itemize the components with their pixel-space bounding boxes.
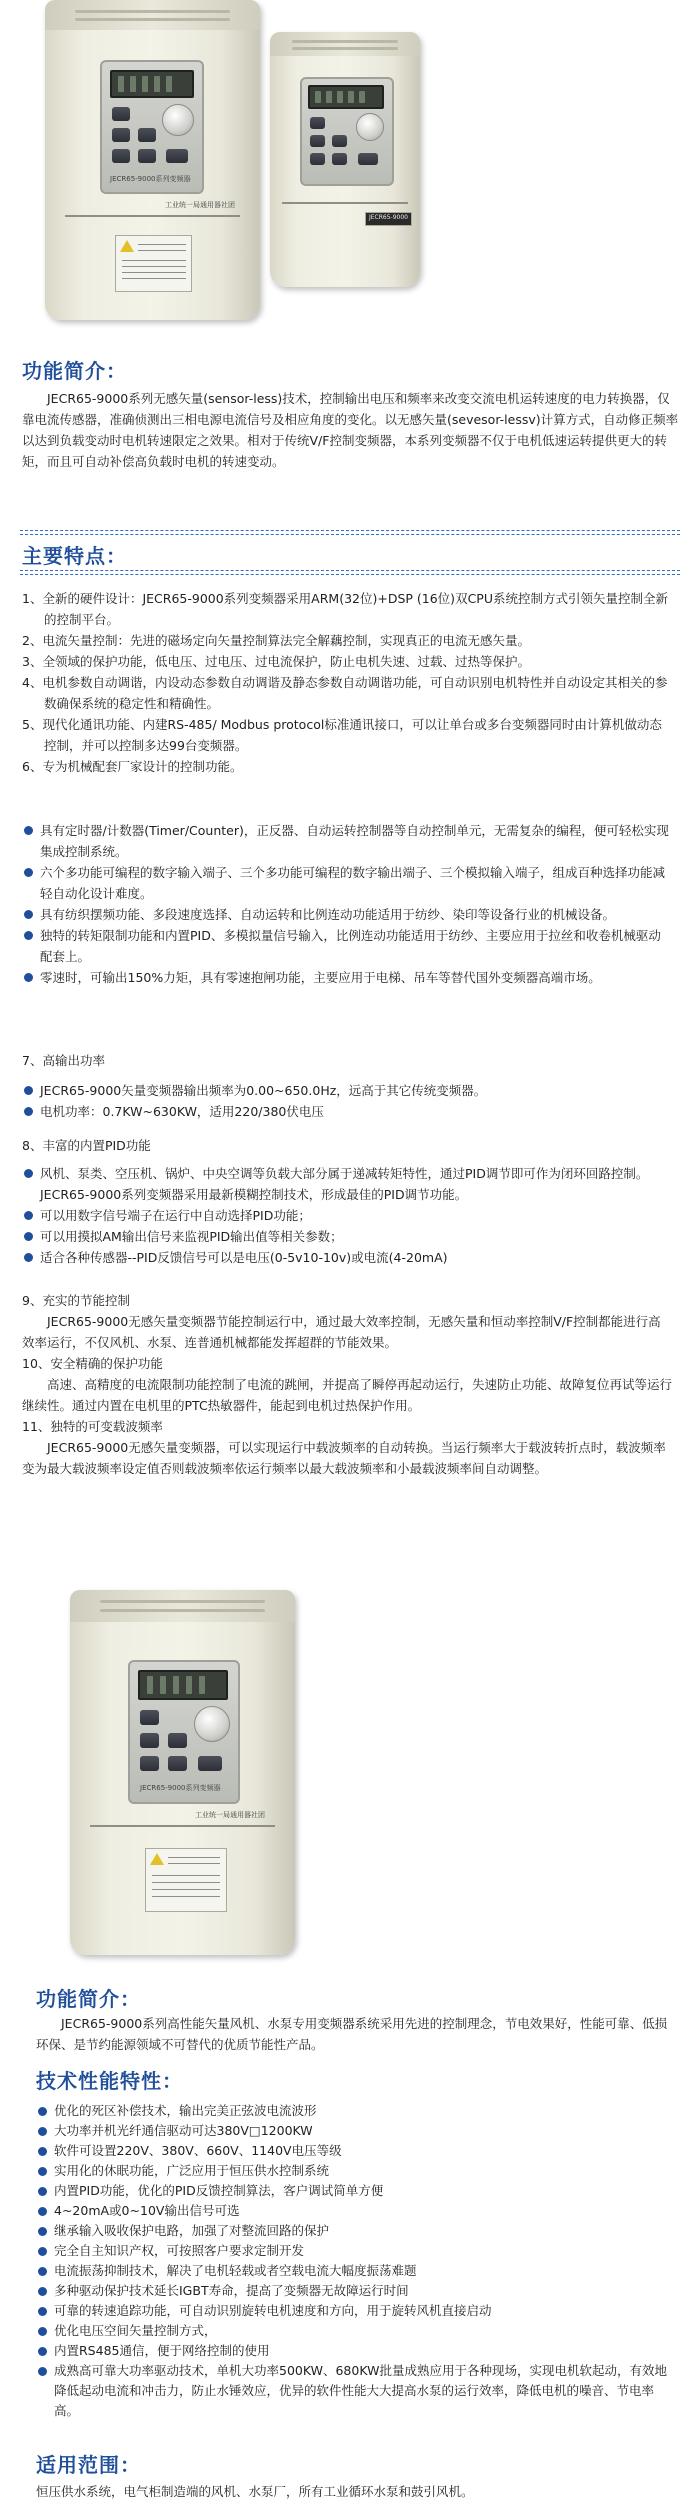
item-11-paragraph: JECR65-9000无感矢量变频器，可以实现运行中载波频率的自动转换。当运行频率大于载波转折点时，载波频率变为最大载波频率设定值否则载波频率依运行频率以最大载波频率和小最载波频率间自动调整。 <box>22 1440 666 1476</box>
section-scope-paragraph: 恒压供水系统，电气柜制造端的风机、水泵厂，所有工业循环水泵和鼓引风机。 <box>36 2484 474 2499</box>
list-item: 4、电机参数自动调谐，内设动态参数自动调谐及静态参数自动调谐功能，可自动识别电机特性并自动设定其相关的参数确保系统的稳定性和精确性。 <box>22 675 668 711</box>
item-7-bullets <box>22 1080 672 1122</box>
item-10-heading: 10、安全精确的保护功能 <box>22 1356 163 1371</box>
keypad-panel-middle: JECR65-9000系列变频器 <box>128 1660 240 1804</box>
list-item: 六个多功能可编程的数字输入端子、三个多功能可编程的数字输出端子、三个模拟输入端子，组成百种选择功能减轻自动化设计难度。 <box>22 862 672 904</box>
lcd-display <box>110 70 194 98</box>
tech-bullet-list <box>36 2101 676 2421</box>
inverter-small-illustration <box>270 32 420 287</box>
model-tag: JECR65-9000 <box>365 212 412 226</box>
section-title-intro: 功能简介： <box>22 359 127 383</box>
list-item: 6、专为机械配套厂家设计的控制功能。 <box>22 759 243 774</box>
list-item: 可靠的转速追踪功能，可自动识别旋转电机速度和方向，用于旋转风机直接启动 <box>36 2301 676 2321</box>
maker-text: 工业统一局通用器社团 <box>165 201 235 209</box>
keypad-panel-small <box>300 77 394 186</box>
list-item: 5、现代化通讯功能、内建RS-485/ Modbus protocol标准通讯接口，可以让单台或多台变频器同时由计算机做动态控制，并可以控制多达99台变频器。 <box>22 717 662 753</box>
section-intro-paragraph: JECR65-9000系列无感矢量(sensor-less)技术，控制输出电压和频率来改变交流电机运转速度的电力转换器，仅靠电流传感器，准确侦测出三相电源电流信号及相应角度的变化。以无感矢量(sevesor-lessv)计算方式，自动修正频率以达到负载变动时电机转速限定之效果。相对于传统V/F控制变频器，本系列变频器不仅于电机低速运转提供更大的转矩，而且可自动补偿高负载时电机的转速变动。 <box>22 391 679 469</box>
list-item: 风机、泵类、空压机、锅炉、中央空调等负载大部分属于递减转矩特性，通过PID调节即可作为闭环回路控制。JECR65-9000系列变频器采用最新模糊控制技术，形成最佳的PID调节功能。 <box>22 1163 672 1205</box>
item-10-paragraph: 高速、高精度的电流限制功能控制了电流的跳闸，并提高了瞬停再起动运行，失速防止功能、故障复位再试等运行继续性。通过内置在电机里的PTC热敏器件，能起到电机过热保护作用。 <box>22 1377 673 1413</box>
list-item: 3、全领域的保护功能，低电压、过电压、过电流保护，防止电机失速、过载、过热等保护。 <box>22 654 530 669</box>
item-9-heading: 9、充实的节能控制 <box>22 1293 130 1308</box>
list-item: 大功率并机光纤通信驱动可达380V□1200KW <box>36 2121 676 2141</box>
item-11-heading: 11、独特的可变载波频率 <box>22 1419 163 1434</box>
section-title-intro-2: 功能简介： <box>36 1987 141 2011</box>
section-divider <box>20 530 680 535</box>
section-divider <box>20 570 680 575</box>
list-item: 零速时，可输出150%力矩，具有零速抱闸功能，主要应用于电梯、吊车等替代国外变频器高端市场。 <box>22 967 672 988</box>
list-item: 2、电流矢量控制：先进的磁场定向矢量控制算法完全解藕控制，实现真正的电流无感矢量。 <box>22 633 530 648</box>
control-knob <box>162 104 194 136</box>
list-item: 可以用摸拟AM输出信号来监视PID输出值等相关参数； <box>22 1226 672 1247</box>
list-item: 具有定时器/计数器(Timer/Counter)，正反器、自动运转控制器等自动控制单元，无需复杂的编程，便可轻松实现集成控制系统。 <box>22 820 672 862</box>
list-item: 继承输入吸收保护电路，加强了对整流回路的保护 <box>36 2221 676 2241</box>
keypad-panel <box>100 60 204 194</box>
list-item: 内置PID功能，优化的PID反馈控制算法，客户调试简单方便 <box>36 2181 676 2201</box>
item-8-heading: 8、丰富的内置PID功能 <box>22 1138 151 1153</box>
feature-list <box>22 588 672 777</box>
list-item: 可以用数字信号端子在运行中自动选择PID功能； <box>22 1205 672 1226</box>
list-item: 独特的转矩限制功能和内置PID、多模拟量信号输入，比例连动功能适用于纺纱、主要应用于拉丝和收卷机械驱动配套上。 <box>22 925 672 967</box>
item-9-paragraph: JECR65-9000无感矢量变频器节能控制运行中，通过最大效率控制，无感矢量和恒动率控制V/F控制都能进行高效率运行，不仅风机、水泵、连普通机械都能发挥超群的节能效果。 <box>22 1314 661 1350</box>
section-title-tech: 技术性能特性： <box>36 2069 183 2093</box>
list-item: 内置RS485通信，便于网络控制的使用 <box>36 2341 676 2361</box>
list-item: JECR65-9000矢量变频器输出频率为0.00~650.0Hz，远高于其它传统变频器。 <box>22 1080 672 1101</box>
list-item: 实用化的休眠功能，广泛应用于恒压供水控制系统 <box>36 2161 676 2181</box>
panel-brand-text: JECR65-9000系列变频器 <box>110 175 191 183</box>
control-knob-small <box>356 113 384 141</box>
warning-icon <box>150 1853 164 1865</box>
control-knob-middle <box>194 1706 230 1742</box>
warning-label <box>115 235 192 292</box>
warning-icon <box>120 240 134 252</box>
list-item: 电机功率：0.7KW~630KW，适用220/380伏电压 <box>22 1101 672 1122</box>
list-item: 电流振荡抑制技术，解决了电机轻载或者空载电流大幅度振荡难题 <box>36 2261 676 2281</box>
feature-bullet-list <box>22 820 672 988</box>
item-7-heading: 7、高输出功率 <box>22 1053 105 1068</box>
inverter-large-illustration <box>45 0 260 320</box>
list-item: 1、全新的硬件设计：JECR65-9000系列变频器采用ARM(32位)+DSP (16位)双CPU系统控制方式引领矢量控制全新的控制平台。 <box>22 591 668 627</box>
list-item: 完全自主知识产权，可按照客户要求定制开发 <box>36 2241 676 2261</box>
section-title-features: 主要特点： <box>22 544 127 568</box>
section-title-scope: 适用范围： <box>36 2453 141 2477</box>
section-intro-2-paragraph: JECR65-9000系列高性能矢量风机、水泵专用变频器系统采用先进的控制理念，节电效果好，性能可靠、低损环保、是节约能源领域不可替代的优质节能性产品。 <box>36 2016 668 2052</box>
list-item: 具有纺织摆频功能、多段速度选择、自动运转和比例连动功能适用于纺纱、染印等设备行业的机械设备。 <box>22 904 672 925</box>
list-item: 软件可设置220V、380V、660V、1140V电压等级 <box>36 2141 676 2161</box>
list-item: 优化电压空间矢量控制方式， <box>36 2321 676 2341</box>
product-image-middle <box>50 1590 310 1960</box>
warning-label-middle <box>145 1848 227 1912</box>
list-item: 优化的死区补偿技术，输出完美正弦波电流波形 <box>36 2101 676 2121</box>
list-item: 4~20mA或0~10V输出信号可选 <box>36 2201 676 2221</box>
list-item: 多种驱动保护技术延长IGBT寿命，提高了变频器无故障运行时间 <box>36 2281 676 2301</box>
list-item: 成熟高可靠大功率驱动技术，单机大功率500KW、680KW批量成熟应用于各种现场，实现电机软起动，有效地降低起动电流和冲击力，防止水锤效应，优异的软件性能大大提高水泵的运行效率，降低电机的噪音、节电率高。 <box>36 2361 676 2421</box>
list-item: 适合各种传感器--PID反馈信号可以是电压(0-5v10-10v)或电流(4-20mA) <box>22 1247 672 1268</box>
inverter-illustration: JECR65-9000系列变频器 工业统一局通用器社团 <box>70 1590 295 1955</box>
item-8-bullets <box>22 1163 672 1268</box>
product-image-top <box>30 0 430 325</box>
